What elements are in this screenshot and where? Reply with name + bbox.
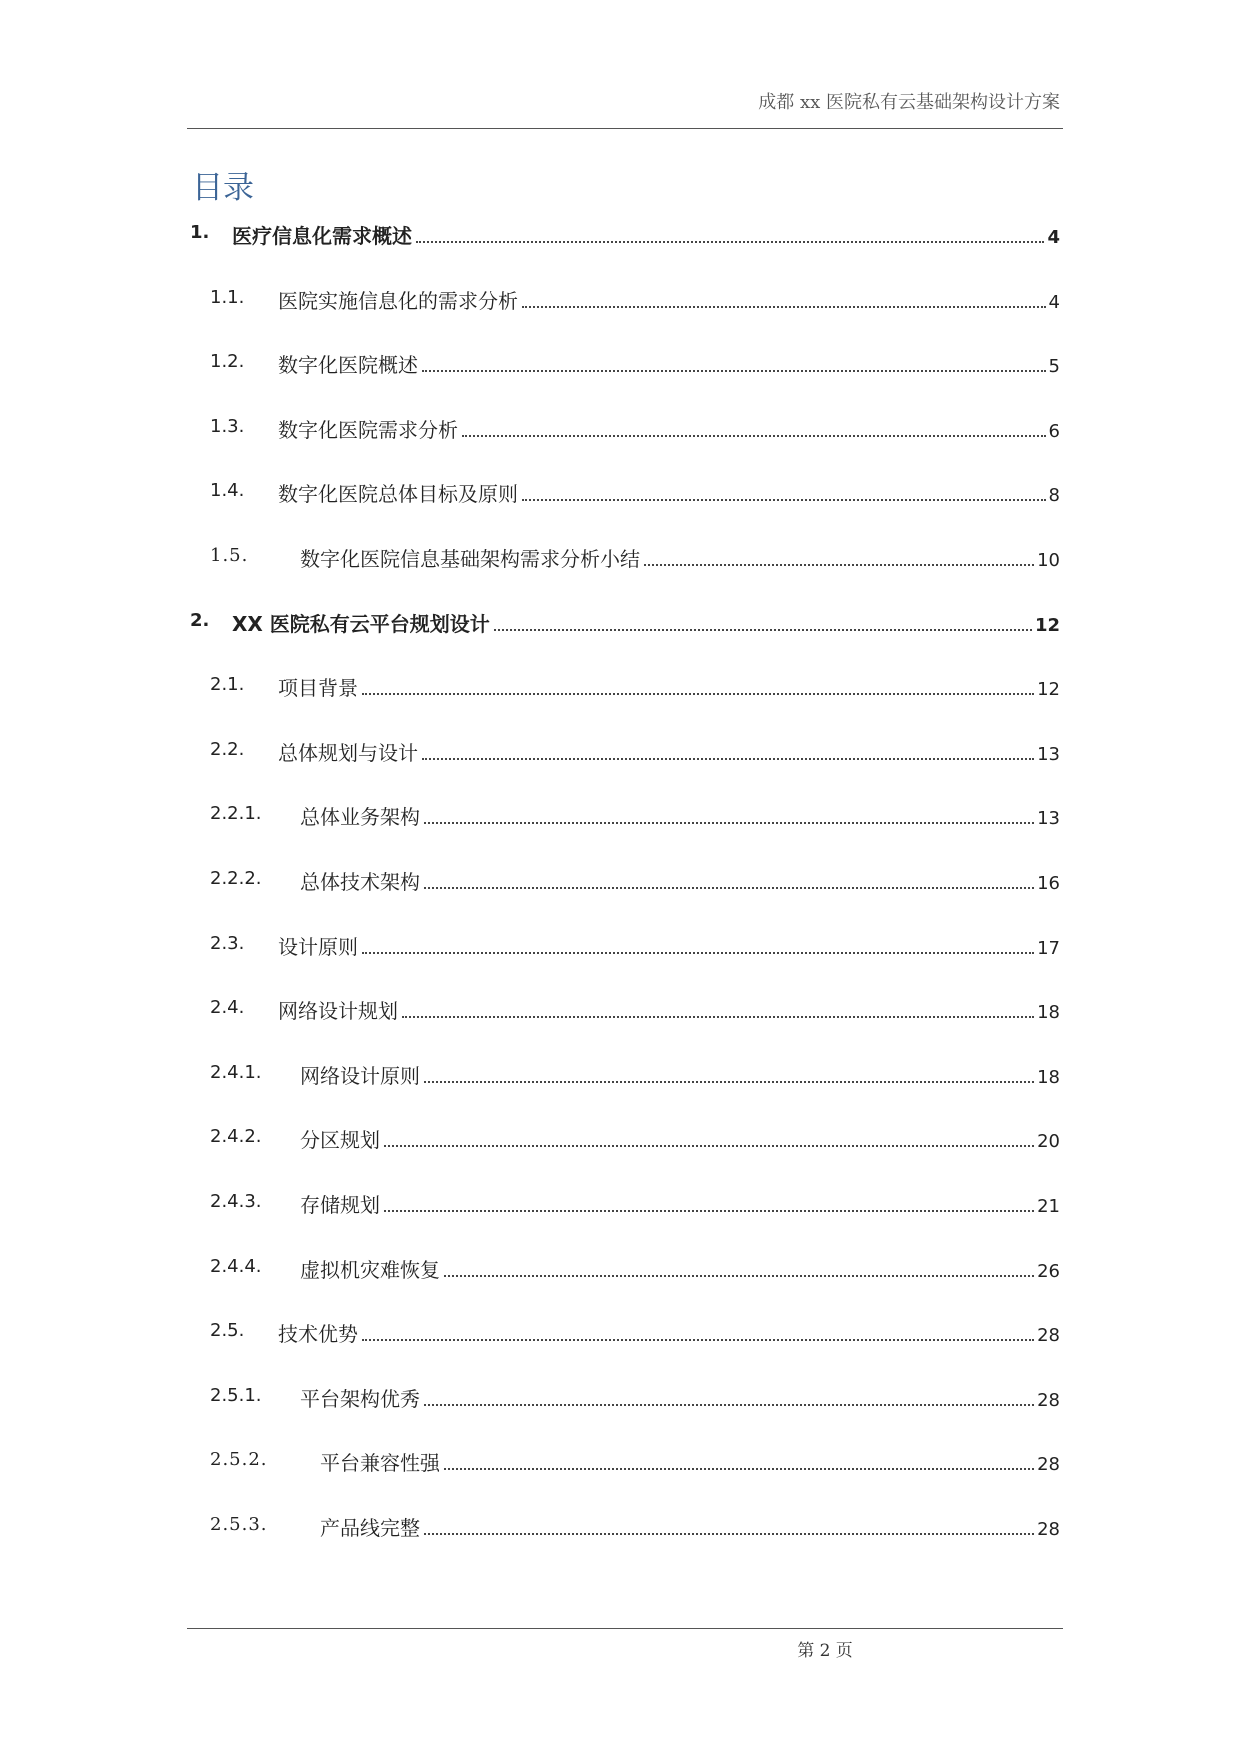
toc-entry-page: 17	[1037, 938, 1060, 959]
toc-dot-leader	[424, 1404, 1034, 1406]
toc-entry-number: 2.2.2.	[210, 868, 262, 889]
toc-dot-leader	[384, 1145, 1034, 1147]
toc-entry-line	[232, 220, 1060, 249]
toc-entry-page: 13	[1037, 744, 1060, 765]
document-title: 成都 xx 医院私有云基础架构设计方案	[758, 92, 1060, 113]
toc-entry-number: 1.2.	[210, 351, 245, 372]
toc-entry-line	[320, 1512, 1060, 1541]
toc-dot-leader	[424, 1081, 1034, 1083]
toc-entry-number: 1.4.	[210, 480, 245, 501]
toc-entry[interactable]	[0, 1248, 1241, 1288]
toc-entry-number: 2.4.2.	[210, 1126, 262, 1147]
toc-entry-number: 2.1.	[210, 674, 245, 695]
toc-entry-page: 8	[1048, 485, 1060, 506]
toc-entry-number: 1.	[190, 222, 210, 243]
toc-entry-line	[278, 349, 1060, 378]
toc-entry-page: 4	[1047, 227, 1060, 248]
toc-dot-leader	[644, 564, 1034, 566]
toc-entry[interactable]	[0, 537, 1241, 577]
toc-entry-line	[300, 543, 1060, 572]
toc-entry[interactable]	[0, 1183, 1241, 1223]
toc-entry-line	[300, 1254, 1060, 1283]
toc-entry[interactable]	[0, 860, 1241, 900]
toc-dot-leader	[444, 1468, 1034, 1470]
toc-entry-title: 数字化医院需求分析	[278, 418, 458, 442]
toc-dot-leader	[422, 370, 1046, 372]
toc-entry[interactable]	[0, 1118, 1241, 1158]
toc-entry-page: 5	[1048, 356, 1060, 377]
toc-entry-title: 平台兼容性强	[320, 1451, 440, 1475]
toc-dot-leader	[462, 435, 1046, 437]
toc-entry-number: 2.	[190, 610, 210, 631]
toc-entry-page: 16	[1037, 873, 1060, 894]
toc-entry[interactable]	[0, 1441, 1241, 1481]
toc-entry-page: 18	[1037, 1067, 1060, 1088]
toc-entry[interactable]	[0, 1312, 1241, 1352]
toc-entry-title: 网络设计规划	[278, 999, 398, 1023]
toc-entry-line	[300, 1060, 1060, 1089]
toc-entry-title: 存储规划	[300, 1193, 380, 1217]
toc-entry[interactable]	[0, 989, 1241, 1029]
toc-entry-line	[278, 285, 1060, 314]
toc-entry[interactable]	[0, 279, 1241, 319]
toc-entry[interactable]	[0, 1506, 1241, 1546]
toc-entry-number: 1.5.	[210, 545, 249, 566]
toc-entry[interactable]	[0, 1377, 1241, 1417]
toc-heading: 目录	[192, 170, 254, 206]
toc-entry-line	[278, 737, 1060, 766]
toc-entry[interactable]	[0, 602, 1241, 642]
toc-dot-leader	[384, 1210, 1034, 1212]
toc-entry-line	[278, 931, 1060, 960]
toc-entry-page: 26	[1037, 1261, 1060, 1282]
toc-dot-leader	[362, 952, 1034, 954]
toc-dot-leader	[416, 241, 1044, 243]
toc-entry-number: 2.2.	[210, 739, 245, 760]
toc-entry-title: 总体技术架构	[300, 870, 420, 894]
toc-dot-leader	[494, 629, 1032, 631]
toc-dot-leader	[522, 306, 1046, 308]
toc-dot-leader	[444, 1275, 1034, 1277]
toc-entry-line	[278, 672, 1060, 701]
toc-entry-line	[278, 1318, 1060, 1347]
toc-entry-page: 12	[1037, 679, 1060, 700]
toc-dot-leader	[424, 887, 1034, 889]
toc-dot-leader	[402, 1016, 1034, 1018]
toc-entry[interactable]	[0, 925, 1241, 965]
toc-entry-number: 2.5.3.	[210, 1514, 268, 1535]
toc-entry-page: 28	[1037, 1519, 1060, 1540]
toc-dot-leader	[362, 693, 1034, 695]
toc-entry-title: 产品线完整	[320, 1516, 420, 1540]
toc-entry-page: 20	[1037, 1131, 1060, 1152]
toc-entry-page: 21	[1037, 1196, 1060, 1217]
toc-entry-line	[300, 1189, 1060, 1218]
toc-entry[interactable]	[0, 472, 1241, 512]
toc-entry-number: 2.5.2.	[210, 1449, 268, 1470]
toc-entry-title: 数字化医院信息基础架构需求分析小结	[300, 547, 640, 571]
toc-entry-number: 2.5.	[210, 1320, 245, 1341]
toc-dot-leader	[522, 499, 1046, 501]
toc-entry-number: 2.4.3.	[210, 1191, 262, 1212]
toc-entry-number: 2.4.	[210, 997, 245, 1018]
toc-entry-page: 28	[1037, 1325, 1060, 1346]
toc-entry-number: 2.2.1.	[210, 803, 262, 824]
toc-entry-title: 网络设计原则	[300, 1064, 420, 1088]
toc-entry-title: 医疗信息化需求概述	[232, 224, 412, 248]
toc-entry[interactable]	[0, 343, 1241, 383]
toc-entry-number: 2.5.1.	[210, 1385, 262, 1406]
toc-entry[interactable]	[0, 795, 1241, 835]
toc-entry-number: 2.3.	[210, 933, 245, 954]
toc-entry-title: 技术优势	[278, 1322, 358, 1346]
toc-entry-title: 平台架构优秀	[300, 1387, 420, 1411]
toc-entry-page: 13	[1037, 808, 1060, 829]
toc-entry-number: 1.3.	[210, 416, 245, 437]
toc-entry-number: 1.1.	[210, 287, 245, 308]
toc-entry-title: 设计原则	[278, 935, 358, 959]
toc-entry-title: 数字化医院概述	[278, 353, 418, 377]
toc-entry-page: 6	[1048, 421, 1060, 442]
toc-entry[interactable]	[0, 666, 1241, 706]
toc-entry-line	[232, 608, 1060, 637]
toc-entry[interactable]	[0, 1054, 1241, 1094]
toc-entry-title: 虚拟机灾难恢复	[300, 1258, 440, 1282]
toc-entry-number: 2.4.1.	[210, 1062, 262, 1083]
toc-entry-title: 项目背景	[278, 676, 358, 700]
toc-entry-title: 分区规划	[300, 1128, 380, 1152]
toc-entry[interactable]	[0, 214, 1241, 254]
toc-entry-line	[278, 995, 1060, 1024]
toc-entry-page: 28	[1037, 1390, 1060, 1411]
page-number: 第 2 页	[797, 1641, 853, 1661]
toc-entry-line	[278, 414, 1060, 443]
toc-entry-page: 18	[1037, 1002, 1060, 1023]
header-divider	[187, 128, 1063, 129]
toc-dot-leader	[422, 758, 1034, 760]
toc-entry-line	[300, 801, 1060, 830]
toc-dot-leader	[424, 1533, 1034, 1535]
toc-entry-title: 数字化医院总体目标及原则	[278, 482, 518, 506]
toc-entry-line	[300, 866, 1060, 895]
toc-entry-page: 10	[1037, 550, 1060, 571]
toc-entry-title: 总体业务架构	[300, 805, 420, 829]
toc-entry-page: 12	[1034, 615, 1060, 636]
toc-entry[interactable]	[0, 408, 1241, 448]
toc-entry-title: 医院实施信息化的需求分析	[278, 289, 518, 313]
toc-entry-title: XX 医院私有云平台规划设计	[232, 612, 490, 636]
toc-dot-leader	[362, 1339, 1034, 1341]
toc-entry-line	[278, 478, 1060, 507]
toc-entry-number: 2.4.4.	[210, 1256, 262, 1277]
toc-dot-leader	[424, 822, 1034, 824]
toc-entry-line	[300, 1124, 1060, 1153]
toc-entry-page: 28	[1037, 1454, 1060, 1475]
footer-divider	[187, 1628, 1063, 1629]
toc-entry-page: 4	[1048, 292, 1060, 313]
toc-entry[interactable]	[0, 731, 1241, 771]
toc-entry-line	[300, 1383, 1060, 1412]
toc-entry-title: 总体规划与设计	[278, 741, 418, 765]
toc-entry-line	[320, 1447, 1060, 1476]
